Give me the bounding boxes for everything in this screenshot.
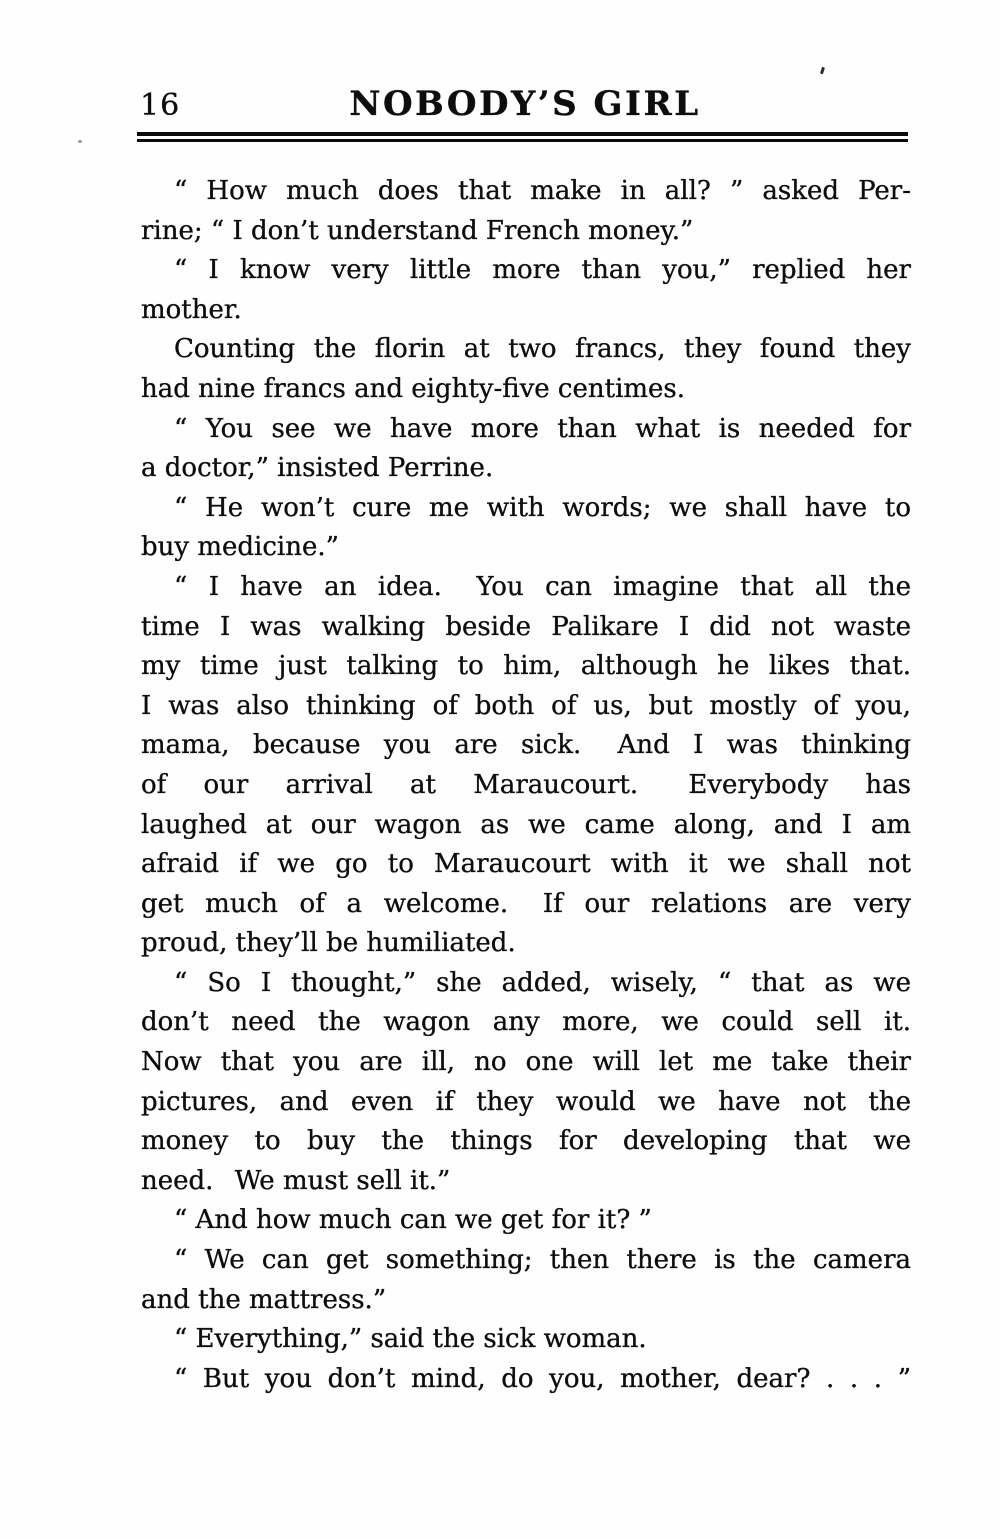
text-line: afraid if we go to Maraucourt with it we shall not [141,849,911,880]
page-number: 16 [140,88,181,123]
text-line: get much of a welcome. If our relations are very [141,888,911,919]
scan-artifact-speck [820,67,825,74]
text-line: “ I have an idea. You can imagine that all the [174,571,911,602]
text-line: time I was walking beside Palikare I did not waste [141,611,911,642]
header-rule [137,132,908,142]
text-line: “ But you don’t mind, do you, mother, dear? . . . ” [174,1363,911,1394]
header-rule-thin-line [137,139,908,142]
text-line: don’t need the wagon any more, we could sell it. [141,1007,911,1038]
scan-artifact-speck [78,140,82,143]
text-line: “ I know very little more than you,” replied her [174,255,911,286]
text-line: had nine francs and eighty-five centimes. [141,373,686,404]
text-line: “ Everything,” said the sick woman. [174,1324,647,1355]
text-line: of our arrival at Maraucourt. Everybody has [141,769,911,800]
text-line: mama, because you are sick. And I was thinking [141,730,911,761]
text-line: “ We can get something; then there is the camera [174,1245,911,1276]
running-title: NOBODY’S GIRL [349,84,701,124]
page-text-column [141,172,911,1399]
header-rule-thick-line [137,132,908,136]
text-line: mother. [141,294,242,325]
text-line: “ So I thought,” she added, wisely, “ that as we [174,967,911,998]
text-line: Counting the florin at two francs, they found they [174,334,911,365]
text-line: money to buy the things for developing that we [141,1126,911,1157]
text-line: a doctor,” insisted Perrine. [141,453,494,484]
text-line: need. We must sell it.” [141,1165,451,1196]
text-line: pictures, and even if they would we have not the [141,1086,911,1117]
text-line: my time just talking to him, although he likes that. [141,651,911,682]
text-line: “ He won’t cure me with words; we shall have to [174,492,911,523]
text-line: and the mattress.” [141,1284,387,1315]
text-line: “ How much does that make in all? ” asked Per- [174,176,911,206]
text-line: I was also thinking of both of us, but mostly of you, [141,690,911,721]
text-line: Now that you are ill, no one will let me take their [141,1047,911,1078]
text-line: proud, they’ll be humiliated. [141,928,516,959]
text-line: rine; “ I don’t understand French money.” [141,215,694,246]
text-line: laughed at our wagon as we came along, and I am [141,809,911,840]
text-line: buy medicine.” [141,532,339,563]
text-line: “ You see we have more than what is needed for [174,413,911,444]
text-line: “ And how much can we get for it? ” [174,1205,652,1236]
